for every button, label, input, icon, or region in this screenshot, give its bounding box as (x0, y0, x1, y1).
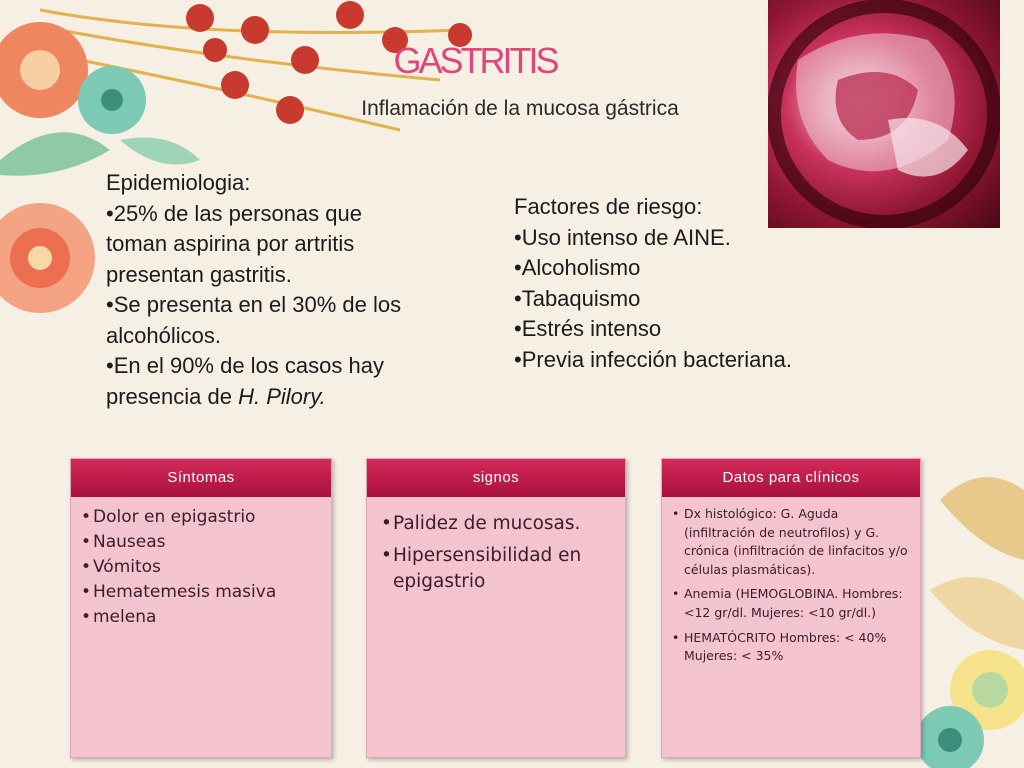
sintomas-list (71, 497, 331, 638)
signo-item: • Palidez de mucosas. (381, 511, 615, 537)
epidemiologia-heading: Epidemiologia: (106, 170, 251, 195)
datos-clinicos-list (662, 497, 920, 680)
dato-clinico-item: • HEMATÓCRITO Hombres: < 40% Mujeres: < 35% (672, 629, 910, 666)
signos-card-title: signos (367, 459, 625, 497)
floral-decoration-bottom-right (920, 440, 1024, 768)
sintoma-item: • Hematemesis masiva (81, 580, 321, 605)
epidemiologia-line: •25% de las personas que (106, 200, 362, 226)
signos-card (366, 458, 626, 758)
factores-riesgo-block (514, 192, 854, 375)
riesgo-item: •Previa infección bacteriana. (514, 346, 792, 372)
riesgo-item: •Uso intenso de AINE. (514, 224, 731, 250)
epidemiologia-line: •En el 90% de los casos hay (106, 353, 384, 378)
epidemiologia-line-last (106, 382, 476, 413)
signos-list (367, 497, 625, 609)
dato-clinico-item: • Anemia (HEMOGLOBINA. Hombres: <12 gr/dl. Mujeres: <10 gr/dl.) (672, 585, 910, 622)
riesgo-item: •Tabaquismo (514, 285, 641, 311)
epidemiologia-line: alcohólicos. (106, 322, 221, 348)
slide-subtitle: Inflamación de la mucosa gástrica (361, 97, 679, 120)
sintoma-item: • Vómitos (81, 555, 321, 580)
riesgo-item: •Alcoholismo (514, 255, 641, 280)
epidemiologia-line-prefix: presencia de (106, 383, 239, 409)
dato-clinico-item: • Dx histológico: G. Aguda (infiltración de neutrofilos) y G. crónica (infiltración de linfacitos y/o células plasmáticas). (672, 505, 910, 579)
epidemiologia-line: presentan gastritis. (106, 261, 292, 287)
sintoma-item: • Dolor en epigastrio (81, 505, 321, 530)
epidemiologia-block (106, 168, 476, 412)
datos-clinicos-card (661, 458, 921, 758)
riesgo-item: •Estrés intenso (514, 316, 662, 341)
datos-clinicos-card-title: Datos para clínicos (662, 459, 920, 497)
epidemiologia-line: •Se presenta en el 30% de los (106, 292, 402, 317)
epidemiologia-line: toman aspirina por artritis (106, 231, 355, 256)
sintoma-item: • Nauseas (81, 530, 321, 555)
signo-item: • Hipersensibilidad en epigastrio (381, 543, 615, 595)
slide-title: GASTRITIS (393, 40, 557, 81)
sintoma-item: • melena (81, 605, 321, 630)
riesgo-heading: Factores de riesgo: (514, 194, 703, 219)
h-pilory-italic: H. Pilory. (238, 383, 326, 409)
sintomas-card (70, 458, 332, 758)
sintomas-card-title: Síntomas (71, 459, 331, 497)
